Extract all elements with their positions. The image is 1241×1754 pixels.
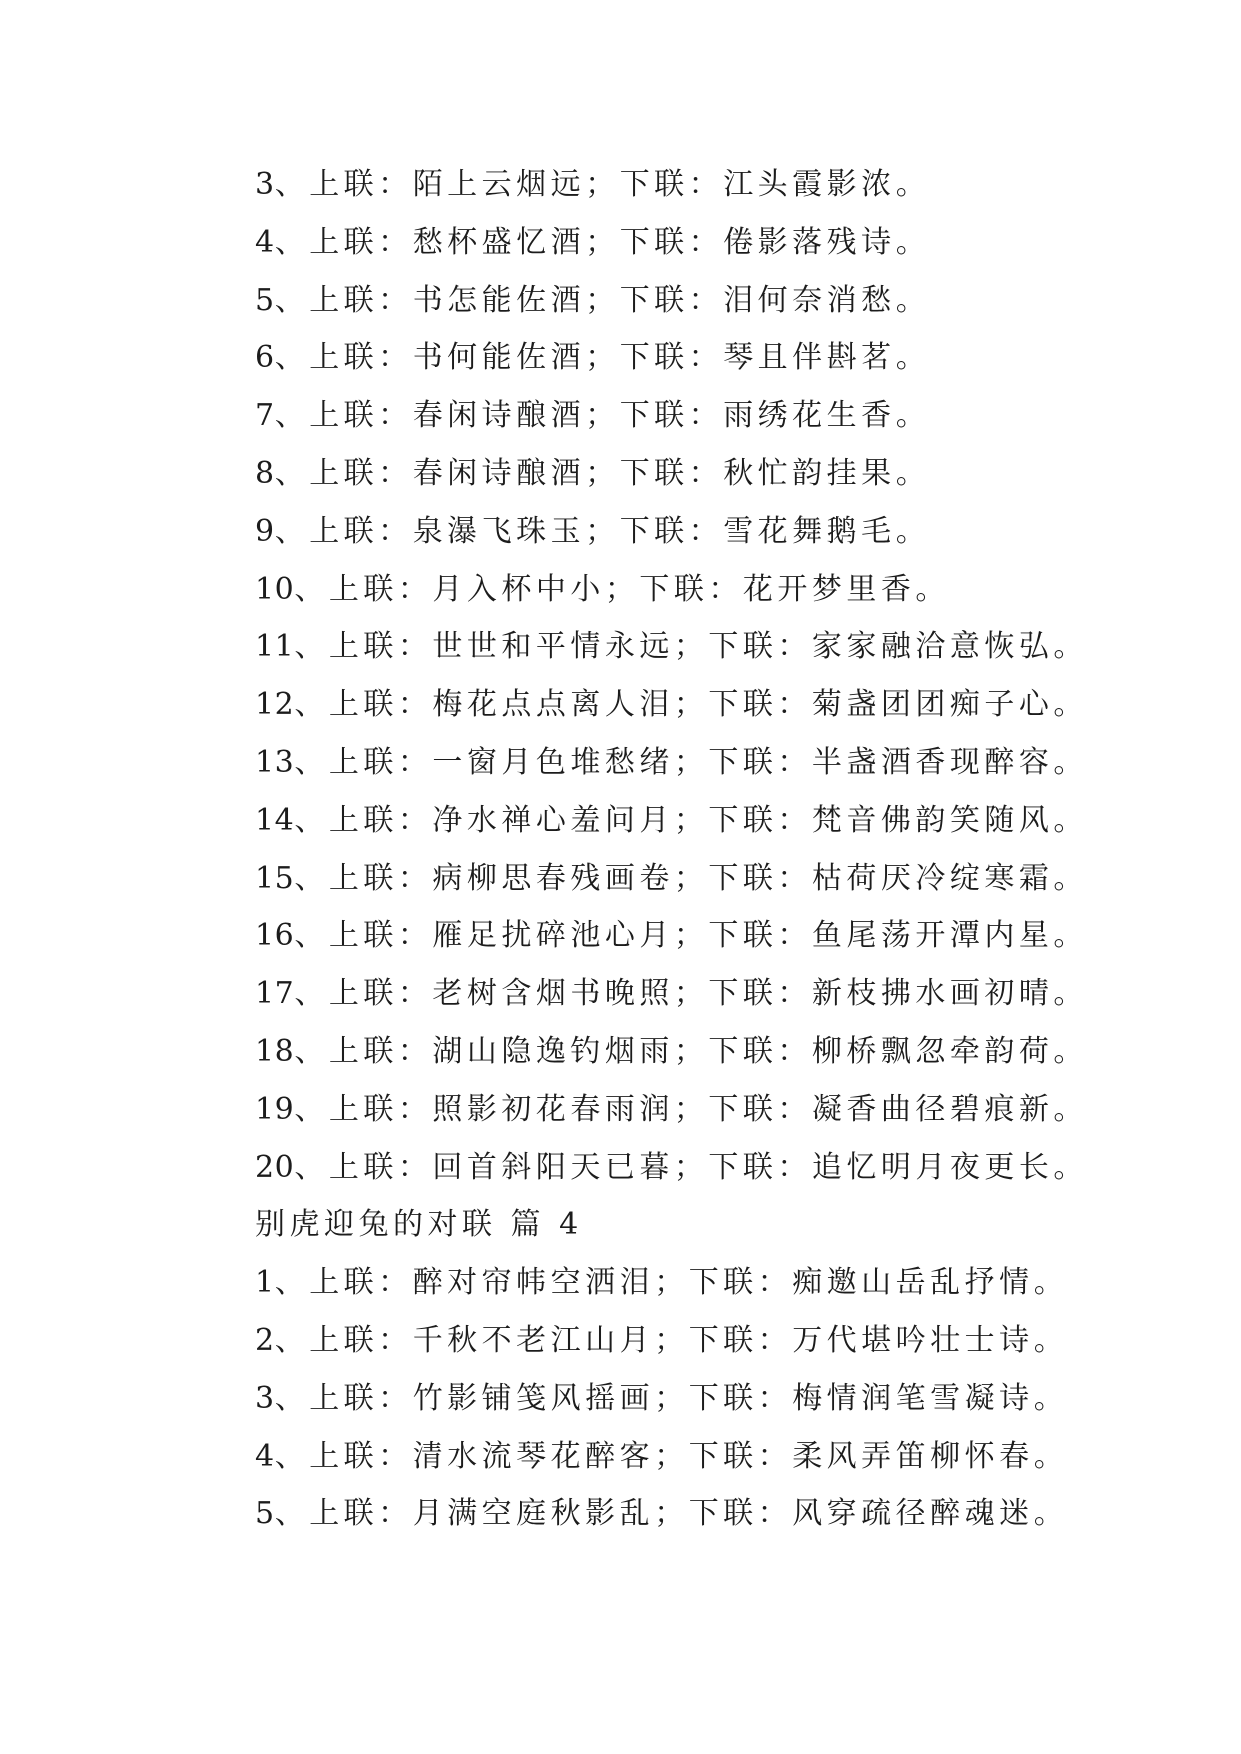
separator: ； xyxy=(654,1438,689,1474)
couplet-line xyxy=(255,1081,1215,1139)
couplet-line xyxy=(255,1485,1215,1543)
lower-couplet: 雨绣花生香 xyxy=(723,398,896,434)
upper-couplet: 春闲诗酿酒 xyxy=(412,398,586,434)
lower-label: 下联： xyxy=(688,1380,793,1416)
separator: ； xyxy=(673,1149,709,1185)
upper-label: 上联： xyxy=(309,282,413,318)
couplet-number: 20 xyxy=(255,1149,295,1185)
end-mark: 。 xyxy=(915,571,950,607)
upper-label: 上联： xyxy=(328,976,433,1012)
couplet-line xyxy=(255,907,1215,965)
lower-couplet: 菊盏团团痴子心 xyxy=(811,687,1054,723)
couplet-line xyxy=(255,676,1215,734)
couplet-number: 3 xyxy=(255,167,275,202)
couplet-number: 4 xyxy=(255,1438,275,1474)
couplet-line xyxy=(255,734,1215,792)
couplet-number: 8 xyxy=(255,455,275,491)
separator: ； xyxy=(673,1091,709,1127)
upper-couplet: 竹影铺笺风摇画 xyxy=(412,1380,655,1416)
upper-label: 上联： xyxy=(328,744,433,780)
lower-couplet: 泪何奈消愁 xyxy=(723,282,896,318)
couplet-line xyxy=(255,503,1215,561)
couplet-number: 12 xyxy=(255,687,295,723)
end-mark: 。 xyxy=(1053,744,1088,780)
end-mark: 。 xyxy=(1053,918,1088,954)
enum-mark: 、 xyxy=(274,1265,310,1301)
separator: ； xyxy=(654,1265,689,1301)
end-mark: 。 xyxy=(895,513,931,549)
end-mark: 。 xyxy=(1033,1438,1069,1474)
enum-mark: 、 xyxy=(294,918,329,954)
enum-mark: 、 xyxy=(294,571,329,607)
lower-couplet: 琴且伴斟茗 xyxy=(723,340,896,376)
separator: ； xyxy=(585,224,620,260)
upper-label: 上联： xyxy=(328,1091,433,1127)
couplet-number: 5 xyxy=(255,282,275,318)
separator: ； xyxy=(673,976,709,1012)
enum-mark: 、 xyxy=(294,860,329,896)
enum-mark: 、 xyxy=(274,1496,310,1532)
enum-mark: 、 xyxy=(274,167,310,202)
lower-couplet: 鱼尾荡开潭内星 xyxy=(811,918,1054,954)
upper-couplet: 春闲诗酿酒 xyxy=(412,455,586,491)
lower-label: 下联： xyxy=(708,687,812,723)
couplet-line xyxy=(255,1254,1215,1312)
enum-mark: 、 xyxy=(274,398,310,434)
upper-label: 上联： xyxy=(309,1322,413,1358)
separator: ； xyxy=(585,340,620,376)
lower-couplet: 柔风弄笛柳怀春 xyxy=(792,1438,1034,1474)
lower-label: 下联： xyxy=(708,1033,812,1069)
end-mark: 。 xyxy=(895,455,931,491)
couplet-number: 1 xyxy=(255,1265,275,1301)
enum-mark: 、 xyxy=(274,513,310,549)
upper-couplet: 书怎能佐酒 xyxy=(412,282,586,318)
separator: ； xyxy=(654,1322,689,1358)
couplet-line xyxy=(255,214,1215,272)
enum-mark: 、 xyxy=(274,1380,310,1416)
upper-couplet: 一窗月色堆愁绪 xyxy=(432,744,674,780)
lower-couplet: 半盏酒香现醉容 xyxy=(811,744,1054,780)
upper-label: 上联： xyxy=(309,1380,413,1416)
separator: ； xyxy=(673,1033,709,1069)
enum-mark: 、 xyxy=(294,744,329,780)
lower-couplet: 秋忙韵挂果 xyxy=(723,455,896,491)
couplet-line xyxy=(255,618,1215,676)
end-mark: 。 xyxy=(1053,976,1088,1012)
couplet-line xyxy=(255,445,1215,503)
upper-label: 上联： xyxy=(309,167,413,202)
end-mark: 。 xyxy=(1053,629,1088,665)
lower-label: 下联： xyxy=(708,629,812,665)
couplet-number: 5 xyxy=(255,1496,275,1532)
upper-couplet: 梅花点点离人泪 xyxy=(432,687,674,723)
end-mark: 。 xyxy=(895,398,931,434)
lower-label: 下联： xyxy=(619,340,724,376)
enum-mark: 、 xyxy=(294,976,329,1012)
enum-mark: 、 xyxy=(294,802,329,838)
end-mark: 。 xyxy=(1053,1091,1088,1127)
upper-couplet: 清水流琴花醉客 xyxy=(412,1438,655,1474)
upper-couplet: 月入杯中小 xyxy=(432,571,605,607)
separator: ； xyxy=(585,398,620,434)
separator: ； xyxy=(673,918,709,954)
couplet-number: 11 xyxy=(255,629,295,665)
couplet-line xyxy=(255,1139,1215,1197)
lower-label: 下联： xyxy=(619,167,724,202)
upper-couplet: 陌上云烟远 xyxy=(412,167,586,202)
upper-label: 上联： xyxy=(309,513,413,549)
couplet-line xyxy=(255,387,1215,445)
lower-label: 下联： xyxy=(708,860,812,896)
couplet-line xyxy=(255,272,1215,330)
section-heading xyxy=(255,1196,1215,1254)
enum-mark: 、 xyxy=(274,340,310,376)
lower-label: 下联： xyxy=(619,224,724,260)
upper-label: 上联： xyxy=(309,455,413,491)
end-mark: 。 xyxy=(1033,1380,1069,1416)
enum-mark: 、 xyxy=(274,1322,310,1358)
separator: ； xyxy=(673,802,709,838)
couplet-number: 17 xyxy=(255,976,295,1012)
upper-label: 上联： xyxy=(309,340,413,376)
end-mark: 。 xyxy=(1053,802,1088,838)
couplet-number: 18 xyxy=(255,1033,295,1069)
upper-couplet: 泉瀑飞珠玉 xyxy=(412,513,586,549)
enum-mark: 、 xyxy=(294,687,329,723)
couplet-number: 4 xyxy=(255,224,275,260)
lower-couplet: 雪花舞鹅毛 xyxy=(723,513,896,549)
couplet-number: 2 xyxy=(255,1322,275,1358)
couplet-line xyxy=(255,561,1215,619)
lower-label: 下联： xyxy=(708,976,812,1012)
separator: ； xyxy=(585,282,620,318)
lower-label: 下联： xyxy=(708,744,812,780)
lower-label: 下联： xyxy=(639,571,743,607)
upper-label: 上联： xyxy=(309,1265,413,1301)
separator: ； xyxy=(585,513,620,549)
upper-couplet: 老树含烟书晚照 xyxy=(432,976,674,1012)
couplet-number: 14 xyxy=(255,802,295,838)
lower-couplet: 痴邀山岳乱抒情 xyxy=(792,1265,1034,1301)
separator: ； xyxy=(673,744,709,780)
lower-couplet: 凝香曲径碧痕新 xyxy=(811,1091,1054,1127)
separator: ； xyxy=(654,1380,689,1416)
lower-couplet: 梵音佛韵笑随风 xyxy=(811,802,1054,838)
enum-mark: 、 xyxy=(294,629,329,665)
end-mark: 。 xyxy=(895,340,931,376)
lower-label: 下联： xyxy=(688,1322,793,1358)
couplet-line xyxy=(255,1023,1215,1081)
separator: ； xyxy=(585,455,620,491)
lower-label: 下联： xyxy=(708,802,812,838)
section-title: 别虎迎兔的对联 篇 4 xyxy=(255,1207,583,1243)
end-mark: 。 xyxy=(895,167,931,202)
end-mark: 。 xyxy=(1053,687,1088,723)
separator: ； xyxy=(673,860,709,896)
lower-label: 下联： xyxy=(619,455,724,491)
couplet-line xyxy=(255,1312,1215,1370)
separator: ； xyxy=(585,167,620,202)
couplet-number: 16 xyxy=(255,918,295,954)
lower-couplet: 花开梦里香 xyxy=(742,571,916,607)
upper-couplet: 书何能佐酒 xyxy=(412,340,586,376)
lower-label: 下联： xyxy=(619,513,724,549)
upper-couplet: 愁杯盛忆酒 xyxy=(412,224,586,260)
separator: ； xyxy=(604,571,640,607)
lower-label: 下联： xyxy=(619,398,724,434)
upper-couplet: 雁足扰碎池心月 xyxy=(432,918,674,954)
upper-label: 上联： xyxy=(309,1438,413,1474)
upper-couplet: 醉对帘帏空洒泪 xyxy=(412,1265,655,1301)
couplet-number: 3 xyxy=(255,1380,275,1416)
upper-couplet: 回首斜阳天已暮 xyxy=(432,1149,674,1185)
upper-label: 上联： xyxy=(328,918,433,954)
enum-mark: 、 xyxy=(294,1149,329,1185)
upper-label: 上联： xyxy=(328,1149,433,1185)
couplet-line xyxy=(255,1370,1215,1428)
enum-mark: 、 xyxy=(274,455,310,491)
upper-couplet: 照影初花春雨润 xyxy=(432,1091,674,1127)
couplet-line xyxy=(255,329,1215,387)
upper-couplet: 病柳思春残画卷 xyxy=(432,860,674,896)
end-mark: 。 xyxy=(1033,1265,1069,1301)
end-mark: 。 xyxy=(1053,1149,1088,1185)
upper-label: 上联： xyxy=(328,802,433,838)
lower-label: 下联： xyxy=(708,918,812,954)
end-mark: 。 xyxy=(895,282,931,318)
upper-label: 上联： xyxy=(328,860,433,896)
lower-couplet: 梅情润笔雪凝诗 xyxy=(792,1380,1034,1416)
lower-couplet: 柳桥飘忽牵韵荷 xyxy=(811,1033,1054,1069)
upper-label: 上联： xyxy=(309,398,413,434)
couplet-line xyxy=(255,156,1215,214)
lower-label: 下联： xyxy=(708,1091,812,1127)
couplet-number: 7 xyxy=(255,398,275,434)
couplet-line xyxy=(255,850,1215,908)
couplet-line xyxy=(255,1428,1215,1486)
upper-label: 上联： xyxy=(328,687,433,723)
lower-couplet: 家家融洽意恢弘 xyxy=(811,629,1054,665)
couplet-number: 10 xyxy=(255,571,295,607)
couplet-number: 9 xyxy=(255,513,275,549)
end-mark: 。 xyxy=(1053,860,1088,896)
upper-couplet: 千秋不老江山月 xyxy=(412,1322,655,1358)
lower-couplet: 风穿疏径醉魂迷 xyxy=(792,1496,1034,1532)
lower-couplet: 新枝拂水画初晴 xyxy=(811,976,1054,1012)
lower-couplet: 枯荷厌冷绽寒霜 xyxy=(811,860,1054,896)
upper-couplet: 湖山隐逸钓烟雨 xyxy=(432,1033,674,1069)
upper-couplet: 世世和平情永远 xyxy=(432,629,674,665)
enum-mark: 、 xyxy=(274,224,310,260)
upper-label: 上联： xyxy=(328,1033,433,1069)
lower-label: 下联： xyxy=(688,1438,793,1474)
couplet-number: 6 xyxy=(255,340,275,376)
enum-mark: 、 xyxy=(274,1438,310,1474)
upper-couplet: 月满空庭秋影乱 xyxy=(412,1496,655,1532)
enum-mark: 、 xyxy=(294,1033,329,1069)
enum-mark: 、 xyxy=(274,282,310,318)
lower-label: 下联： xyxy=(688,1496,793,1532)
lower-couplet: 江头霞影浓 xyxy=(723,167,896,202)
lower-couplet: 追忆明月夜更长 xyxy=(811,1149,1054,1185)
lower-label: 下联： xyxy=(708,1149,812,1185)
upper-label: 上联： xyxy=(309,1496,413,1532)
enum-mark: 、 xyxy=(294,1091,329,1127)
end-mark: 。 xyxy=(1053,1033,1088,1069)
end-mark: 。 xyxy=(1033,1322,1069,1358)
lower-couplet: 倦影落残诗 xyxy=(723,224,896,260)
couplet-text-block xyxy=(255,156,1215,1543)
couplet-number: 19 xyxy=(255,1091,295,1127)
upper-couplet: 净水禅心羞问月 xyxy=(432,802,674,838)
couplet-number: 13 xyxy=(255,744,295,780)
couplet-line xyxy=(255,965,1215,1023)
lower-label: 下联： xyxy=(688,1265,793,1301)
end-mark: 。 xyxy=(1033,1496,1069,1532)
couplet-number: 15 xyxy=(255,860,295,896)
upper-label: 上联： xyxy=(309,224,413,260)
separator: ； xyxy=(654,1496,689,1532)
separator: ； xyxy=(673,629,709,665)
couplet-line xyxy=(255,792,1215,850)
lower-label: 下联： xyxy=(619,282,724,318)
separator: ； xyxy=(673,687,709,723)
end-mark: 。 xyxy=(895,224,931,260)
upper-label: 上联： xyxy=(328,571,433,607)
lower-couplet: 万代堪吟壮士诗 xyxy=(792,1322,1034,1358)
upper-label: 上联： xyxy=(328,629,433,665)
